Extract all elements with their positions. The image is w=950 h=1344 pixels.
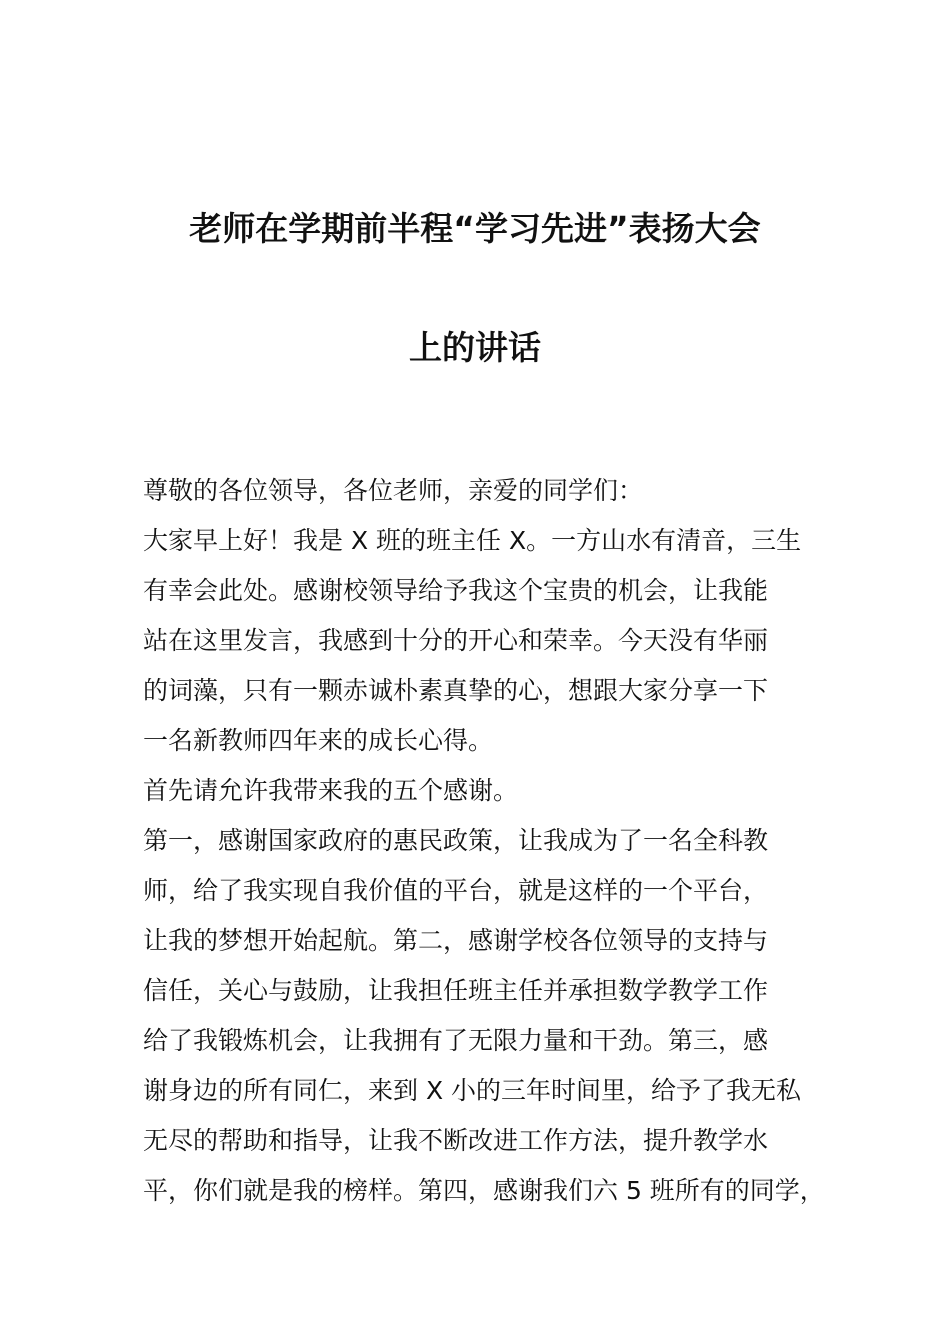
- text-line: 谢身边的所有同仁，来到 X 小的三年时间里，给予了我无私: [143, 1076, 802, 1105]
- text-line: 无尽的帮助和指导，让我不断改进工作方法，提升教学水: [143, 1126, 769, 1155]
- document-title-line-2: 上的讲话: [409, 328, 541, 367]
- text-line: 平，你们就是我的榜样。第四，感谢我们六 5 班所有的同学，: [143, 1176, 825, 1205]
- text-line: 有幸会此处。感谢校领导给予我这个宝贵的机会，让我能: [143, 576, 769, 605]
- text-line: 站在这里发言，我感到十分的开心和荣幸。今天没有华丽: [143, 626, 769, 655]
- text-line: 大家早上好！我是 X 班的班主任 X。一方山水有清音，三生: [143, 526, 802, 555]
- text-line: 信任，关心与鼓励，让我担任班主任并承担数学教学工作: [143, 976, 769, 1005]
- text-line: 一名新教师四年来的成长心得。: [143, 726, 494, 755]
- speech-body: [143, 466, 843, 1216]
- text-line: 给了我锻炼机会，让我拥有了无限力量和干劲。第三，感: [143, 1026, 769, 1055]
- text-line: 让我的梦想开始起航。第二，感谢学校各位领导的支持与: [143, 926, 769, 955]
- text-line: 的词藻，只有一颗赤诚朴素真挚的心，想跟大家分享一下: [143, 676, 769, 705]
- text-line-greeting: 尊敬的各位领导，各位老师，亲爱的同学们：: [143, 476, 644, 505]
- document-title-line-1: 老师在学期前半程“学习先进”表扬大会: [189, 209, 761, 248]
- text-line: 首先请允许我带来我的五个感谢。: [143, 776, 519, 805]
- text-line: 第一，感谢国家政府的惠民政策，让我成为了一名全科教: [143, 826, 769, 855]
- text-line: 师，给了我实现自我价值的平台，就是这样的一个平台，: [143, 876, 769, 905]
